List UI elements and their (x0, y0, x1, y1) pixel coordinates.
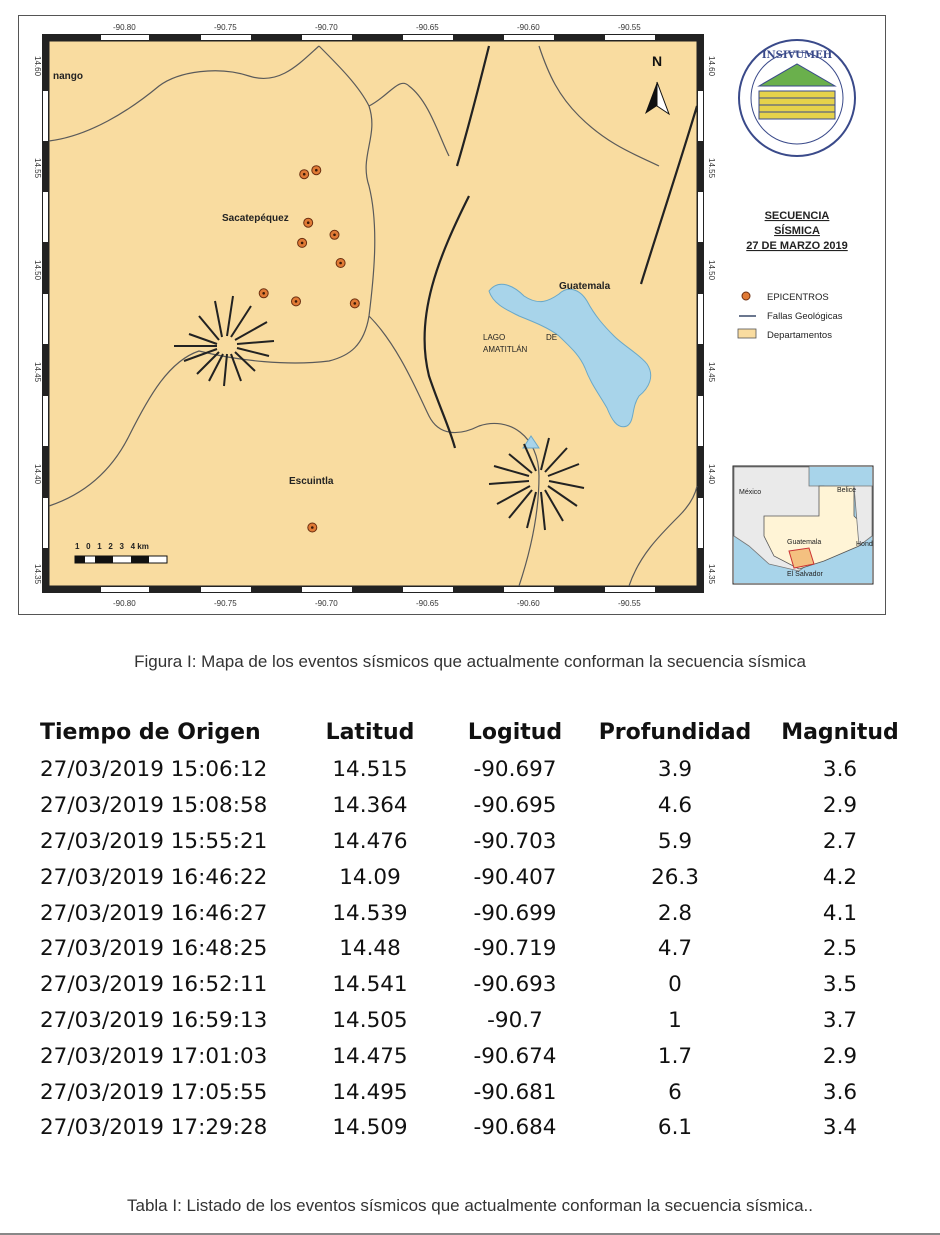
scale-bar-label: 1 0 1 2 3 4 km (75, 542, 149, 551)
cell-magnitud: 3.4 (822, 1115, 858, 1141)
table-row (40, 931, 920, 967)
epicenter-marker-dot (354, 302, 357, 305)
place-label-sacatepequez: Sacatepéquez (222, 213, 289, 224)
cell-longitud: -90.674 (473, 1043, 557, 1069)
cell-latitud: 14.364 (332, 793, 408, 819)
cell-tiempo: 27/03/2019 16:52:11 (40, 972, 268, 998)
cell-profundidad: 26.3 (651, 864, 699, 890)
cell-magnitud: 2.5 (822, 936, 858, 962)
map-land-area (49, 41, 697, 586)
header-longitud: Logitud (467, 719, 563, 745)
y-tick-right: 14.50 (707, 260, 716, 281)
cell-magnitud: 2.9 (822, 1043, 858, 1069)
cell-profundidad: 2.8 (657, 900, 693, 926)
cell-longitud: -90.407 (473, 864, 557, 890)
cell-magnitud: 3.6 (822, 757, 858, 783)
cell-tiempo: 27/03/2019 16:59:13 (40, 1007, 268, 1033)
cell-profundidad: 6.1 (657, 1115, 693, 1141)
x-tick-top: -90.70 (315, 23, 338, 32)
table-row (40, 859, 920, 895)
epicenter-marker-dot (303, 173, 306, 176)
cell-latitud: 14.539 (332, 900, 408, 926)
table-row (40, 1074, 920, 1110)
y-tick-left: 14.55 (33, 158, 42, 179)
header-profundidad: Profundidad (598, 719, 752, 745)
cell-latitud: 14.505 (332, 1007, 408, 1033)
cell-magnitud: 4.2 (822, 864, 858, 890)
figure-caption: Figura I: Mapa de los eventos sísmicos que actualmente conforman la secuencia sísmica (134, 652, 806, 671)
y-tick-right: 14.35 (707, 564, 716, 585)
cell-tiempo: 27/03/2019 16:46:22 (40, 864, 268, 890)
x-tick-top: -90.60 (517, 23, 540, 32)
x-tick-top: -90.65 (416, 23, 439, 32)
cell-latitud: 14.476 (332, 828, 408, 854)
cell-magnitud: 3.6 (822, 1079, 858, 1105)
cell-latitud: 14.48 (339, 936, 401, 962)
cell-magnitud: 2.7 (822, 828, 858, 854)
map-title-line3: 27 DE MARZO 2019 (746, 240, 848, 252)
y-tick-left: 14.35 (33, 564, 42, 585)
table-body (40, 752, 920, 1146)
cell-profundidad: 4.6 (657, 793, 693, 819)
x-tick-bottom: -90.75 (214, 599, 237, 608)
epicenter-marker-dot (307, 221, 310, 224)
y-tick-right: 14.40 (707, 464, 716, 485)
legend-epicentros: EPICENTROS (767, 292, 829, 303)
table-caption: Tabla I: Listado de los eventos sísmicos que actualmente conforman la secuencia sísmica.. (126, 1196, 814, 1215)
cell-longitud: -90.7 (487, 1007, 543, 1033)
y-tick-right: 14.60 (707, 56, 716, 77)
cell-tiempo: 27/03/2019 16:48:25 (40, 936, 268, 962)
logo-text: INSIVUMEH (761, 50, 833, 61)
epicenter-marker-dot (262, 292, 265, 295)
cell-longitud: -90.703 (473, 828, 557, 854)
cell-latitud: 14.541 (332, 972, 408, 998)
cell-longitud: -90.693 (473, 972, 557, 998)
x-tick-top: -90.55 (618, 23, 641, 32)
y-tick-left: 14.45 (33, 362, 42, 383)
epicenter-marker-dot (315, 169, 318, 172)
cell-tiempo: 27/03/2019 17:29:28 (40, 1115, 268, 1141)
cell-longitud: -90.697 (473, 757, 557, 783)
x-tick-bottom: -90.65 (416, 599, 439, 608)
cell-magnitud: 3.7 (822, 1007, 858, 1033)
epicenter-marker-dot (295, 300, 298, 303)
table-row (40, 1110, 920, 1146)
x-tick-bottom: -90.60 (517, 599, 540, 608)
table-row (40, 1038, 920, 1074)
cell-latitud: 14.515 (332, 757, 408, 783)
seismic-map-figure (18, 15, 886, 615)
cell-magnitud: 2.9 (822, 793, 858, 819)
x-tick-top: -90.80 (113, 23, 136, 32)
cell-longitud: -90.695 (473, 793, 557, 819)
table-row (40, 1003, 920, 1039)
inset-label-belice: Belice (837, 487, 857, 494)
epicenter-marker-dot (339, 262, 342, 265)
inset-locator-map (733, 466, 873, 584)
cell-profundidad: 1 (668, 1007, 682, 1033)
place-label-escuintla: Escuintla (289, 476, 334, 487)
table-row (40, 752, 920, 788)
x-tick-bottom: -90.70 (315, 599, 338, 608)
inset-label-honduras: Hond (856, 541, 873, 548)
cell-tiempo: 27/03/2019 17:05:55 (40, 1079, 268, 1105)
header-tiempo: Tiempo de Origen (40, 719, 261, 745)
cell-longitud: -90.719 (473, 936, 557, 962)
place-label-nango: nango (53, 71, 83, 82)
cell-latitud: 14.09 (339, 864, 401, 890)
epicenter-marker-dot (333, 234, 336, 237)
header-magnitud: Magnitud (781, 719, 899, 745)
table-header-row (40, 712, 920, 752)
map-title-line2: SÍSMICA (774, 225, 820, 237)
x-tick-top: -90.75 (214, 23, 237, 32)
cell-profundidad: 3.9 (657, 757, 693, 783)
cell-tiempo: 27/03/2019 16:46:27 (40, 900, 268, 926)
legend-fallas: Fallas Geológicas (767, 311, 843, 322)
cell-longitud: -90.699 (473, 900, 557, 926)
inset-label-el-salvador: El Salvador (787, 571, 823, 578)
map-canvas (19, 16, 885, 614)
table-row (40, 824, 920, 860)
header-latitud: Latitud (325, 719, 415, 745)
lake-label-amatitlan: AMATITLÁN (483, 345, 528, 354)
cell-profundidad: 0 (668, 972, 682, 998)
table-row (40, 967, 920, 1003)
cell-magnitud: 3.5 (822, 972, 858, 998)
cell-magnitud: 4.1 (822, 900, 858, 926)
cell-tiempo: 27/03/2019 15:06:12 (40, 757, 268, 783)
cell-latitud: 14.495 (332, 1079, 408, 1105)
place-label-guatemala: Guatemala (559, 281, 611, 292)
table-row (40, 788, 920, 824)
y-tick-right: 14.55 (707, 158, 716, 179)
cell-profundidad: 6 (668, 1079, 682, 1105)
seismic-events-table (40, 712, 920, 1146)
inset-label-guatemala: Guatemala (787, 539, 822, 546)
map-legend (738, 292, 843, 341)
insivumeh-logo (739, 40, 855, 156)
cell-tiempo: 27/03/2019 15:08:58 (40, 793, 268, 819)
epicenter-marker-dot (301, 242, 304, 245)
cell-latitud: 14.475 (332, 1043, 408, 1069)
x-tick-bottom: -90.80 (113, 599, 136, 608)
epicenter-marker-dot (311, 526, 314, 529)
y-tick-left: 14.50 (33, 260, 42, 281)
cell-tiempo: 27/03/2019 17:01:03 (40, 1043, 268, 1069)
y-tick-left: 14.60 (33, 56, 42, 77)
y-tick-left: 14.40 (33, 464, 42, 485)
x-tick-bottom: -90.55 (618, 599, 641, 608)
legend-departamentos: Departamentos (767, 330, 832, 341)
map-title-line1: SECUENCIA (764, 210, 830, 222)
north-label: N (652, 53, 663, 69)
cell-profundidad: 5.9 (657, 828, 693, 854)
cell-profundidad: 4.7 (657, 936, 693, 962)
lake-label-de: DE (546, 333, 558, 342)
table-row (40, 895, 920, 931)
events-table-wrapper (40, 712, 920, 1146)
cell-profundidad: 1.7 (657, 1043, 693, 1069)
cell-latitud: 14.509 (332, 1115, 408, 1141)
cell-tiempo: 27/03/2019 15:55:21 (40, 828, 268, 854)
y-tick-right: 14.45 (707, 362, 716, 383)
legend-department-symbol (738, 329, 756, 338)
inset-label-mexico: México (739, 489, 762, 496)
cell-longitud: -90.681 (473, 1079, 557, 1105)
cell-longitud: -90.684 (473, 1115, 557, 1141)
lake-label-lago: LAGO (483, 333, 506, 342)
legend-epicenter-symbol (742, 292, 750, 300)
